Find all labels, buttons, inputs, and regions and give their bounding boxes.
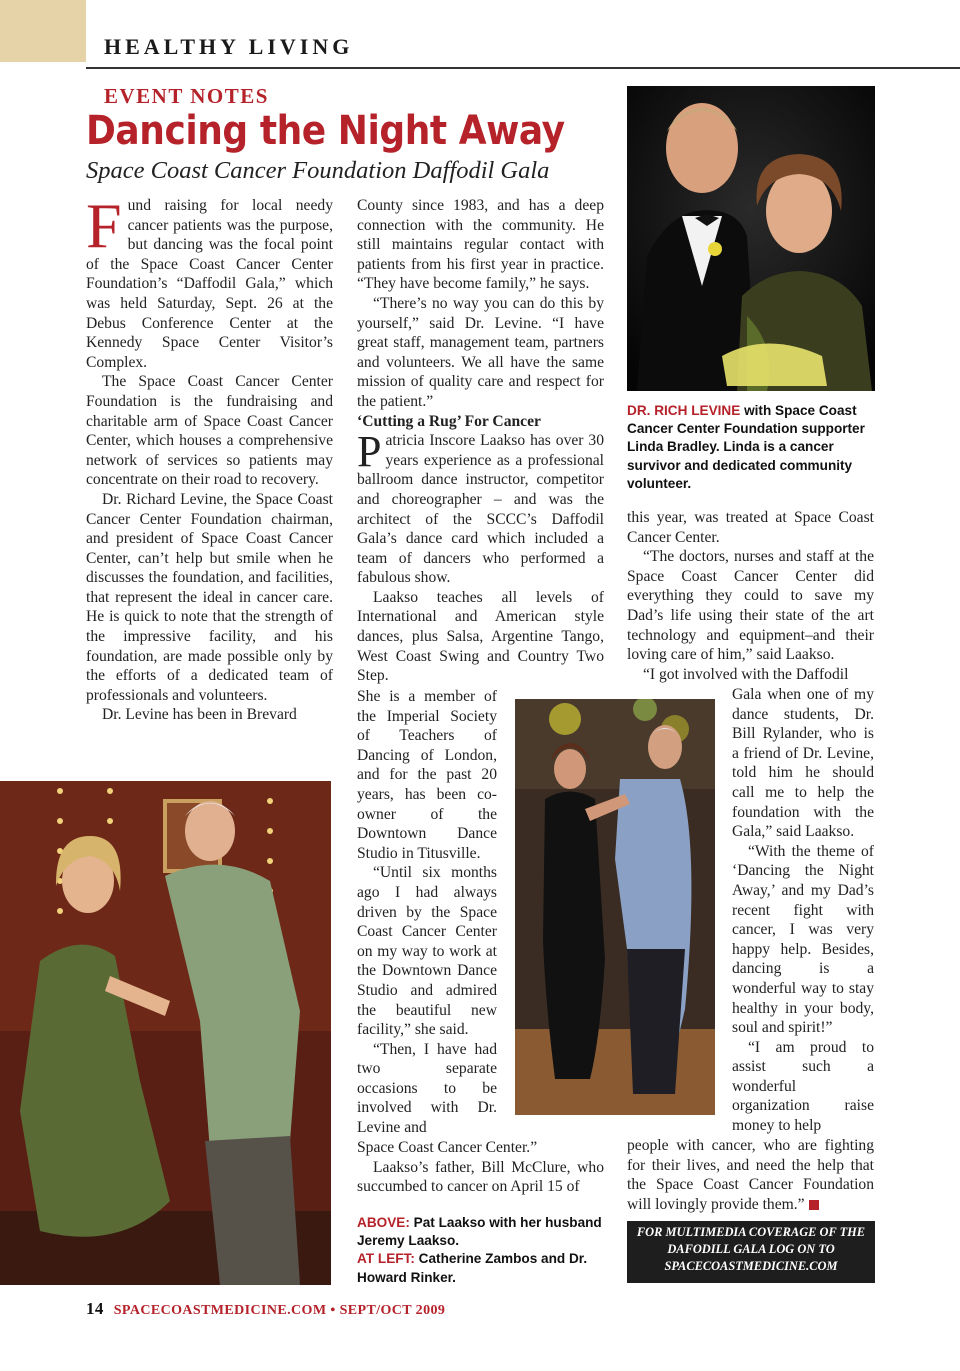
caption-name: DR. RICH LEVINE	[627, 403, 741, 418]
caption-top	[627, 402, 872, 493]
photo-laakso-dancing	[515, 699, 715, 1115]
paragraph: this year, was treated at Space Coast Cancer Center.	[627, 509, 874, 546]
footer-site: SPACECOASTMEDICINE.COM	[113, 1303, 327, 1318]
caption-bottom	[357, 1214, 607, 1287]
paragraph: Gala when one of my dance students, Dr. Bill Rylander, who is a friend of Dr. Levine, told him he should call me to help the foundation with the Gala,” said Laakso.	[732, 686, 874, 841]
paragraph: Dr. Richard Levine, the Space Coast Cancer Center Foundation chairman, and president of Space Coast Cancer Center, can’t help but smile when he discusses the foundation, and facilities, that represent the ideal in cancer care. He is quick to note that the strength of the impressive facility, and his foundation, are made possible only by the efforts of a dedicated team of professionals and volunteers.	[86, 490, 333, 704]
article-column-2	[357, 196, 604, 686]
paragraph: Patricia Inscore Laakso has over 30 years experience as a professional ballroom dance instructor, competitor and choreographer – and was the architect of the SCCC’s Daffodil Gala’s dance card which included a team of dancers who performed a fabulous show.	[357, 427, 604, 587]
paragraph: “I got involved with the Daffodil	[643, 665, 849, 683]
paragraph: “I am proud to assist such a wonderful organization raise money to help	[732, 1038, 874, 1135]
section-label: HEALTHY LIVING	[104, 34, 354, 59]
photo-zambos-rinker	[0, 781, 331, 1285]
article-column-2-narrow	[357, 687, 497, 1138]
article-column-1	[86, 190, 333, 725]
article-column-3-narrow	[732, 685, 874, 1136]
paragraph: Laakso teaches all levels of International and American style dances, plus Salsa, Argentine Tango, West Coast Swing and Country Two Step.	[357, 588, 604, 685]
paragraph: Fund raising for local needy cancer patients was the purpose, but dancing was the focal point of the Space Coast Cancer Center Foundation’s “Daffodil Gala,” which was held Saturday, Sept. 26 at the Debus Conference Center at the Kennedy Space Center Visitor’s Complex.	[86, 190, 333, 371]
caption-left	[357, 1250, 607, 1286]
caption-label: ABOVE:	[357, 1215, 410, 1230]
paragraph: “There’s no way you can do this by yourself,” said Dr. Levine. “I have great staff, management team, partners and volunteers. We all have the same mission of quality care and respect for the patient.”	[357, 294, 604, 410]
subsection-heading: ‘Cutting a Rug’ For Cancer	[357, 412, 541, 430]
paragraph: “With the theme of ‘Dancing the Night Away,’ and my Dad’s recent fight with cancer, I was very happy help. Besides, dancing is a wonderful way to stay healthy in your body, soul and spirit!”	[732, 842, 874, 1037]
article-column-3	[627, 508, 874, 684]
drop-cap: F	[86, 190, 122, 261]
paragraph: Laakso’s father, Bill McClure, who succumbed to cancer on April 15 of	[357, 1158, 604, 1196]
paragraph: “The doctors, nurses and staff at the Space Coast Cancer Center did everything they could to save my Dad’s life using their state of the art technology and equipment–and their loving care of him,” said Laakso.	[627, 548, 874, 664]
paragraph: “Then, I have had two separate occasions to be involved with Dr. Levine and	[357, 1040, 497, 1137]
caption-label: AT LEFT:	[357, 1251, 415, 1267]
photo-levine-bradley	[627, 86, 875, 391]
paragraph: Dr. Levine has been in Brevard	[102, 706, 297, 724]
multimedia-promo-box: FOR MULTIMEDIA COVERAGE OF THE DAFODILL GALA LOG ON TO SPACECOASTMEDICINE.COM	[627, 1221, 875, 1283]
caption-above	[357, 1214, 607, 1250]
caption-text: with Space Coast Cancer Center Foundation supporter Linda Bradley. Linda is a cancer survivor and dedicated community volunteer.	[627, 403, 865, 491]
page-footer	[86, 1299, 445, 1319]
footer-issue: SEPT/OCT 2009	[339, 1303, 446, 1318]
corner-tab	[0, 0, 86, 62]
paragraph: people with cancer, who are fighting for their lives, and need the help that the Space Coast Cancer Foundation will lovingly provide them.”	[627, 1137, 874, 1213]
article-column-3-bottom	[627, 1136, 874, 1214]
paragraph: “Until six months ago I had always driven by the Space Coast Cancer Center on my way to work at the Downtown Dance Studio and admired the beautiful new facility,” she said.	[357, 864, 497, 1039]
kicker: EVENT NOTES	[104, 84, 269, 108]
caption-text: Catherine Zambos and Dr. Howard Rinker.	[357, 1251, 588, 1285]
end-mark	[809, 1200, 819, 1210]
paragraph: County since 1983, and has a deep connection with the community. He still maintains regular contact with patients from his first year in practice. “They have become family,” he says.	[357, 197, 604, 293]
article-column-2-bottom	[357, 1138, 604, 1197]
headline: Dancing the Night Away	[86, 108, 565, 154]
paragraph: The Space Coast Cancer Center Foundation is the fundraising and charitable arm of Space Coast Cancer Center, which houses a comprehensive network of services so patients may concentrate on their road to recovery.	[86, 373, 333, 489]
paragraph: She is a member of the Imperial Society of Teachers of Dancing of London, and for the past 20 years, has been co-owner of the Downtown Dance Studio in Titusville.	[357, 688, 497, 862]
page-number: 14	[86, 1299, 104, 1318]
paragraph: Space Coast Cancer Center.”	[357, 1139, 538, 1156]
drop-cap: P	[357, 427, 382, 477]
caption-text: Pat Laakso with her husband Jeremy Laakso.	[357, 1215, 602, 1249]
footer-separator: •	[330, 1303, 336, 1318]
header-rule	[86, 67, 960, 69]
subhead: Space Coast Cancer Foundation Daffodil Gala	[86, 157, 550, 184]
